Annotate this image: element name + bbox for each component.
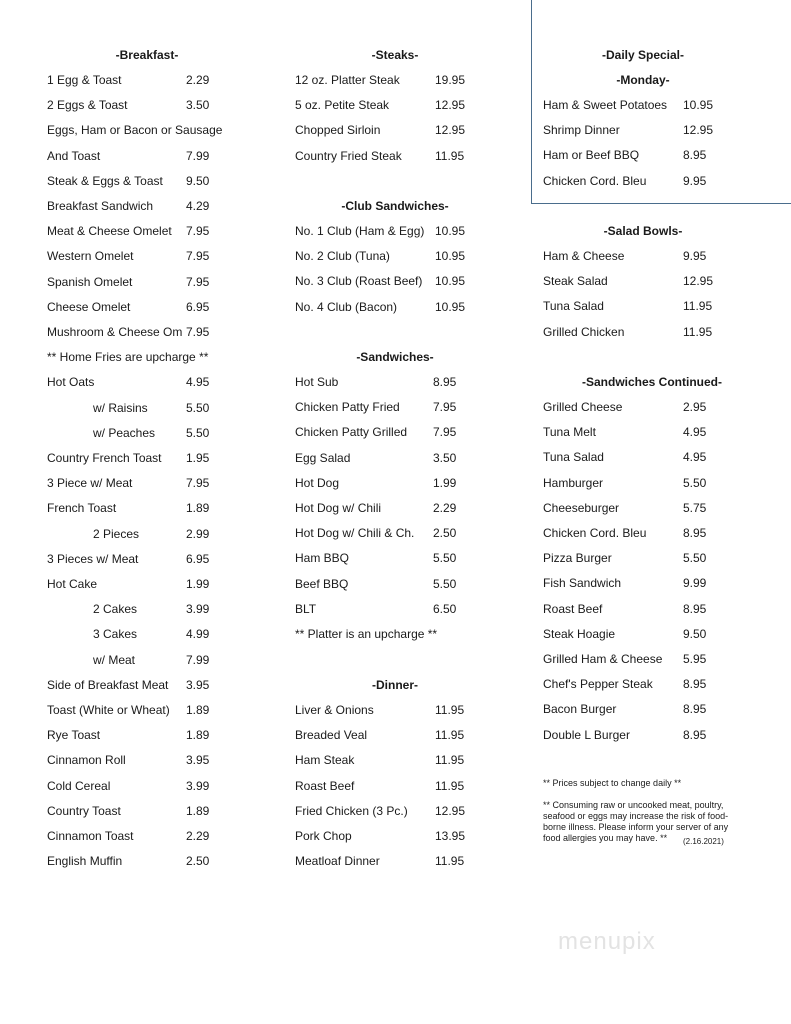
menu-item-price: 6.95 xyxy=(186,551,210,566)
menu-item-name: 2 Cakes xyxy=(93,602,138,617)
menu-item-name: 3 Cakes xyxy=(93,627,138,642)
menu-item-price: 10.95 xyxy=(435,274,466,289)
menu-item-name: Hamburger xyxy=(543,475,604,490)
menu-item-price: 1.99 xyxy=(433,475,457,490)
menu-item-name: Tuna Salad xyxy=(543,299,604,314)
menu-item-name: Mushroom & Cheese Om xyxy=(47,325,183,339)
menu-item-name: 12 oz. Platter Steak xyxy=(295,73,400,87)
menu-item-price: 11.95 xyxy=(435,753,465,768)
menu-item-name: Liver & Onions xyxy=(295,703,374,717)
salad-bowls-heading: -Salad Bowls- xyxy=(603,224,683,238)
menu-item-price: 7.95 xyxy=(433,400,457,415)
menu-item-name: w/ Peaches xyxy=(93,425,156,440)
menu-item-name: Hot Dog w/ Chili xyxy=(295,501,382,515)
menu-item-name: Eggs, Ham or Bacon or Sausage xyxy=(47,123,223,138)
prices-notice: ** Prices subject to change daily ** xyxy=(543,778,682,788)
club-sandwiches-heading: -Club Sandwiches- xyxy=(341,199,449,213)
menu-item-price: 4.99 xyxy=(186,627,210,642)
consumption-notice: ** Consuming raw or uncooked meat, poultry, seafood or eggs may increase the risk of food-borne illness. Please inform your server of any food allergies you may have. ** xyxy=(543,800,729,843)
menu-item-price: 7.95 xyxy=(186,249,210,264)
menu-item-price: 11.95 xyxy=(435,148,465,163)
menu-item-name: Cheeseburger xyxy=(543,500,620,515)
menu-item-price: 6.50 xyxy=(433,601,457,616)
sandwiches-heading: -Sandwiches- xyxy=(356,350,434,364)
menu-item-price: 12.95 xyxy=(435,123,466,138)
menu-item-name: 2 Pieces xyxy=(93,526,140,541)
menu-item-price: 2.50 xyxy=(186,854,210,869)
menu-item-name: 1 Egg & Toast xyxy=(47,73,122,87)
menu-item-name: Cinnamon Roll xyxy=(47,753,126,768)
menu-item-name: Country Fried Steak xyxy=(295,148,402,163)
menu-item-price: 5.50 xyxy=(683,475,707,490)
menu-item-price: 11.95 xyxy=(435,703,465,717)
menu-item-price: 12.95 xyxy=(683,274,714,289)
menu-item-name: Steak Salad xyxy=(543,274,608,289)
menu-item-name: w/ Meat xyxy=(93,652,136,667)
menu-item-price: 8.95 xyxy=(683,148,707,163)
menu-item-price: 8.95 xyxy=(683,526,707,540)
menu-item-name: 2 Eggs & Toast xyxy=(47,98,128,113)
menu-item-price: 3.50 xyxy=(433,450,457,465)
menu-item-name: Western Omelet xyxy=(47,249,134,264)
menu-item-name: Spanish Omelet xyxy=(47,274,133,289)
menu-item-price: 3.99 xyxy=(186,778,210,793)
menu-item-price: 1.89 xyxy=(186,803,210,818)
menu-item-price: 10.95 xyxy=(435,299,466,314)
menu-item-name: Chopped Sirloin xyxy=(295,123,381,138)
menu-item-price: 11.95 xyxy=(435,854,465,869)
menu-item-price: 5.50 xyxy=(433,551,457,566)
menu-item-price: 11.95 xyxy=(683,299,713,314)
menu-item-price: 5.50 xyxy=(433,576,457,591)
menu-item-price: 10.95 xyxy=(435,224,466,238)
menu-item-name: Pizza Burger xyxy=(543,551,612,566)
sandwiches-continued-heading: -Sandwiches Continued- xyxy=(581,375,722,389)
menu-item-price: 10.95 xyxy=(435,249,466,264)
menu-item-name: Ham & Sweet Potatoes xyxy=(543,98,668,112)
menu-item-name: Chicken Patty Fried xyxy=(295,400,400,415)
menu-item-price: 7.95 xyxy=(433,425,457,440)
menu-item-price: 2.50 xyxy=(433,526,457,541)
menu-item-price: 6.95 xyxy=(186,299,210,314)
menu-item-name: BLT xyxy=(295,601,317,616)
menu-item-price: 11.95 xyxy=(683,324,713,339)
menu-item-name: Hot Sub xyxy=(295,375,339,389)
menu-item-name: Grilled Ham & Cheese xyxy=(543,652,663,666)
menu-item-price: 9.99 xyxy=(683,576,707,591)
menu-item-name: No. 2 Club (Tuna) xyxy=(295,249,390,264)
menu-item-price: 10.95 xyxy=(683,98,714,112)
menu-item-price: 4.29 xyxy=(186,199,210,213)
menu-item-name: Chicken Patty Grilled xyxy=(295,425,408,440)
menu-item-price: 13.95 xyxy=(435,829,466,843)
menu-item-price: 9.95 xyxy=(683,249,707,263)
menu-item-name: Beef BBQ xyxy=(295,576,349,591)
menu-item-name: Egg Salad xyxy=(295,450,351,465)
menu-item-name: Breakfast Sandwich xyxy=(47,199,154,213)
menu-item-name: Shrimp Dinner xyxy=(543,123,620,138)
steaks-heading: -Steaks- xyxy=(371,48,419,62)
menu-item-name: French Toast xyxy=(47,501,117,516)
menu-item-price: 8.95 xyxy=(433,375,457,389)
platter-upcharge-note: ** Platter is an upcharge ** xyxy=(295,627,438,641)
menu-item-name: Hot Dog w/ Chili & Ch. xyxy=(295,526,415,541)
menu-item-name: Roast Beef xyxy=(543,601,603,616)
menu-item-name: Cold Cereal xyxy=(47,778,111,793)
menu-item-name: Cinnamon Toast xyxy=(47,829,134,843)
menu-item-price: 2.95 xyxy=(683,400,707,414)
menu-item-name: ** Home Fries are upcharge ** xyxy=(47,350,209,365)
menu-item-price: 2.29 xyxy=(186,73,210,87)
menu-item-name: Breaded Veal xyxy=(295,728,368,743)
menu-item-name: Toast (White or Wheat) xyxy=(47,703,170,717)
menu-item-name: Fish Sandwich xyxy=(543,576,622,591)
menu-item-name: Pork Chop xyxy=(295,829,352,843)
menu-item-price: 1.89 xyxy=(186,728,210,743)
menu-item-name: Ham & Cheese xyxy=(543,249,625,263)
menu-item-price: 3.99 xyxy=(186,602,210,617)
menu-item-price: 7.95 xyxy=(186,325,210,339)
menu-item-name: Meat & Cheese Omelet xyxy=(47,224,172,239)
menu-item-price: 8.95 xyxy=(683,702,707,717)
menu-item-name: Side of Breakfast Meat xyxy=(47,677,169,692)
menu-item-name: No. 1 Club (Ham & Egg) xyxy=(295,224,425,238)
menu-item-price: 3.95 xyxy=(186,753,210,768)
menu-item-name: Hot Dog xyxy=(295,475,340,490)
menu-item-name: Grilled Chicken xyxy=(543,324,625,339)
menu-item-price: 7.95 xyxy=(186,274,210,289)
menu-item-name: No. 4 Club (Bacon) xyxy=(295,299,398,314)
dinner-heading: -Dinner- xyxy=(372,678,418,692)
menu-item-name: 3 Piece w/ Meat xyxy=(47,476,133,491)
menu-item-name: Meatloaf Dinner xyxy=(295,854,380,869)
menu-item-name: Hot Cake xyxy=(47,577,98,591)
menu-item-price: 1.99 xyxy=(186,577,210,591)
menu-item-price: 11.95 xyxy=(435,728,465,743)
menu-item-name: And Toast xyxy=(47,148,101,163)
menu-item-price: 2.99 xyxy=(186,526,210,541)
daily-special-day: -Monday- xyxy=(616,73,670,87)
menu-item-price: 1.89 xyxy=(186,703,210,717)
menu-item-name: 3 Pieces w/ Meat xyxy=(47,551,139,566)
menu-item-name: 5 oz. Petite Steak xyxy=(295,98,390,113)
menu-item-name: Ham Steak xyxy=(295,753,355,768)
menu-item-name: Country French Toast xyxy=(47,451,162,465)
menu-item-name: Hot Oats xyxy=(47,375,95,390)
menu-item-price: 2.29 xyxy=(186,829,210,843)
menu-item-price: 11.95 xyxy=(435,778,465,793)
menu-item-price: 2.29 xyxy=(433,501,457,515)
menu-item-price: 3.50 xyxy=(186,98,210,113)
menu-item-name: Ham or Beef BBQ xyxy=(543,148,640,163)
menupix-watermark: menupix xyxy=(558,928,656,955)
menu-item-price: 12.95 xyxy=(435,803,466,818)
daily-special-heading: -Daily Special- xyxy=(601,48,685,62)
menu-item-price: 4.95 xyxy=(683,425,707,440)
menu-item-price: 5.95 xyxy=(683,652,707,666)
menu-item-price: 12.95 xyxy=(435,98,466,113)
breakfast-heading: -Breakfast- xyxy=(115,48,179,62)
menu-item-name: No. 3 Club (Roast Beef) xyxy=(295,274,423,289)
menu-item-price: 1.95 xyxy=(186,451,210,465)
menu-item-name: Tuna Salad xyxy=(543,450,604,465)
menu-item-name: Grilled Cheese xyxy=(543,400,623,414)
menu-item-name: Roast Beef xyxy=(295,778,355,793)
menu-item-price: 5.50 xyxy=(186,425,210,440)
menu-item-price: 1.89 xyxy=(186,501,210,516)
menu-item-name: Tuna Melt xyxy=(543,425,596,440)
menu-item-price: 7.99 xyxy=(186,652,210,667)
menu-item-price: 8.95 xyxy=(683,601,707,616)
menu-item-name: Chicken Cord. Bleu xyxy=(543,173,647,188)
menu-item-price: 7.95 xyxy=(186,476,210,491)
menu-item-price: 19.95 xyxy=(435,73,466,87)
menu-item-price: 7.99 xyxy=(186,148,210,163)
menu-item-name: w/ Raisins xyxy=(93,400,148,415)
menu-item-price: 9.95 xyxy=(683,173,707,188)
menu-item-name: Fried Chicken (3 Pc.) xyxy=(295,803,408,818)
menu-item-price: 5.50 xyxy=(683,551,707,566)
menu-item-price: 3.95 xyxy=(186,677,210,692)
menu-item-price: 4.95 xyxy=(186,375,210,390)
menu-date: (2.16.2021) xyxy=(683,837,724,846)
menu-item-price: 9.50 xyxy=(683,626,707,641)
menu-item-name: English Muffin xyxy=(47,854,123,869)
menu-item-price: 12.95 xyxy=(683,123,714,138)
menu-item-price: 9.50 xyxy=(186,173,210,188)
menu-item-name: Ham BBQ xyxy=(295,551,350,566)
menu-item-price: 8.95 xyxy=(683,727,707,742)
menu-item-name: Steak & Eggs & Toast xyxy=(47,173,163,188)
menu-item-name: Rye Toast xyxy=(47,728,101,743)
menu-item-name: Chicken Cord. Bleu xyxy=(543,526,647,540)
menu-item-name: Steak Hoagie xyxy=(543,626,616,641)
menu-item-price: 5.75 xyxy=(683,500,707,515)
menu-item-price: 4.95 xyxy=(683,450,707,465)
menu-item-name: Bacon Burger xyxy=(543,702,617,717)
menu-item-name: Country Toast xyxy=(47,803,121,818)
menu-item-price: 7.95 xyxy=(186,224,210,239)
menu-item-name: Double L Burger xyxy=(543,727,630,742)
menu-item-name: Chef's Pepper Steak xyxy=(543,677,653,692)
menu-item-price: 8.95 xyxy=(683,677,707,692)
menu-item-price: 5.50 xyxy=(186,400,210,415)
menu-item-name: Cheese Omelet xyxy=(47,299,131,314)
